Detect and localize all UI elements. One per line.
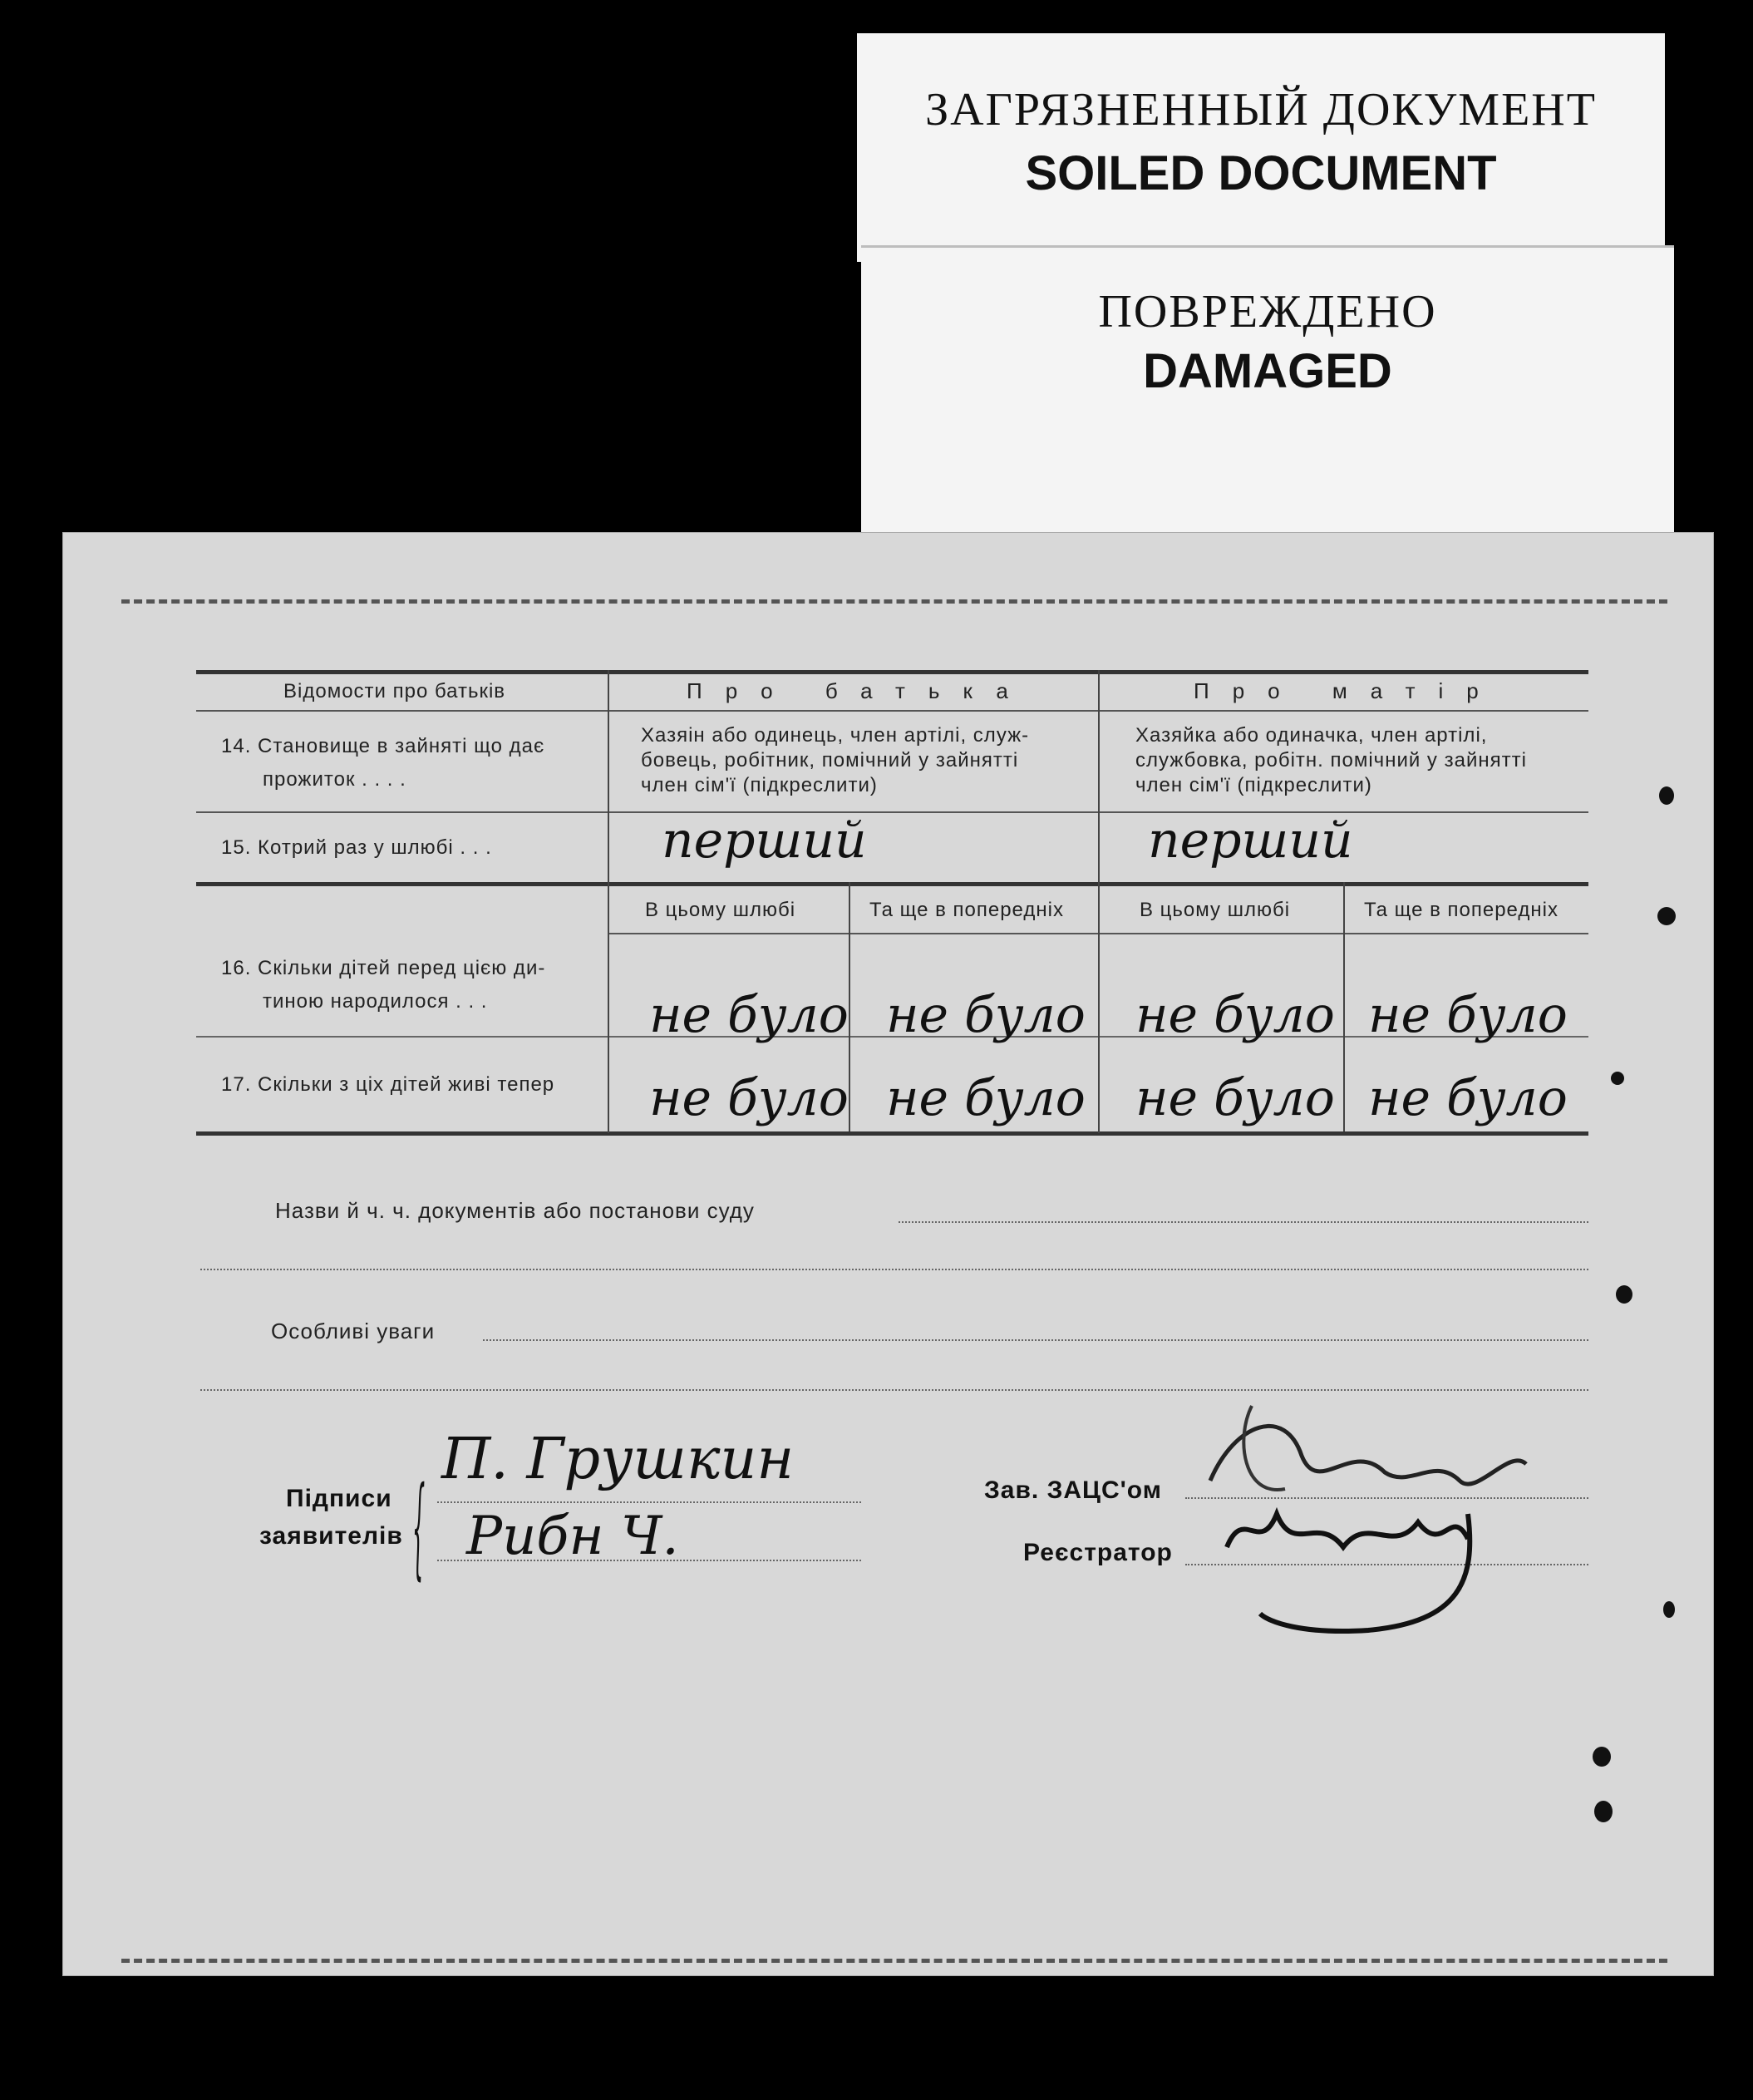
applicant-signature-1: П. Грушкин (441, 1427, 795, 1492)
damage-hole (1594, 1801, 1613, 1822)
rule (196, 710, 1588, 712)
rule (196, 882, 1588, 886)
rule (196, 811, 1588, 813)
row17-value: не було (649, 1069, 849, 1127)
damage-hole (1593, 1747, 1611, 1767)
soiled-label-en: SOILED DOCUMENT (1025, 146, 1497, 200)
damage-hole (1659, 786, 1674, 805)
signature-line (437, 1560, 861, 1561)
registrar-label: Реєстратор (1023, 1539, 1173, 1566)
row15-father-value: перший (662, 811, 867, 870)
column-divider (1098, 670, 1100, 1133)
subheader-this-marriage: В цьому шлюбі (1140, 899, 1291, 921)
documents-line (200, 1269, 1588, 1270)
signature-line (437, 1501, 861, 1503)
row14-label: 14. Становище в зайняті що дає (221, 735, 545, 757)
column-divider (1343, 882, 1345, 1131)
perforation-top (121, 599, 1667, 604)
row16-value: не було (1368, 986, 1568, 1044)
row16-value: не було (649, 986, 849, 1044)
remarks-label: Особливі уваги (271, 1319, 436, 1343)
subheader-this-marriage: В цьому шлюбі (645, 899, 796, 921)
row15-label: 15. Котрий раз у шлюбі . . . (221, 836, 492, 859)
documents-label: Назви й ч. ч. документів або постанови суду (275, 1198, 755, 1223)
damage-hole (1616, 1285, 1632, 1304)
row16-value: не було (1135, 986, 1335, 1044)
form-sheet (62, 532, 1714, 1976)
damaged-label-ru: ПОВРЕЖДЕНО (1098, 286, 1437, 338)
soiled-document-label (857, 33, 1665, 262)
row16-value: не було (886, 986, 1086, 1044)
damage-hole (1663, 1601, 1675, 1618)
subheader-previous: Та ще в попередніх (1364, 899, 1558, 921)
row14-father-options: член сім'ї (підкреслити) (641, 774, 878, 796)
head-registry-label: Зав. ЗАЦС'ом (984, 1476, 1162, 1504)
row14-mother-options: член сім'ї (підкреслити) (1135, 774, 1372, 796)
applicants-label: Підписи (286, 1485, 392, 1512)
applicants-label-cont: заявителів (259, 1522, 403, 1550)
rule (196, 670, 1588, 674)
head-signature-stroke (1243, 1406, 1285, 1490)
damaged-label-en: DAMAGED (1143, 344, 1392, 398)
head-signature-stroke (1210, 1426, 1526, 1484)
damage-hole (1611, 1072, 1624, 1085)
header-about-mother: Про матір (1194, 678, 1502, 703)
column-divider (849, 882, 850, 1131)
row16-label: 16. Скільки дітей перед цією ди- (221, 957, 546, 979)
row17-value: не було (1368, 1069, 1568, 1127)
row14-mother-options: Хазяйка або одиначка, член артілі, (1135, 724, 1488, 747)
column-divider (608, 670, 609, 1133)
applicant-signature-2: Рибн Ч. (466, 1506, 679, 1567)
official-signatures (1185, 1389, 1568, 1664)
row14-mother-options: службовка, робітн. помічний у зайнятті (1135, 749, 1527, 771)
registrar-signature-stroke (1227, 1514, 1468, 1547)
damaged-label (861, 245, 1674, 535)
row17-label: 17. Скільки з ціх дітей живі тепер (221, 1073, 555, 1096)
subheader-previous: Та ще в попередніх (869, 899, 1064, 921)
soiled-label-ru: ЗАГРЯЗНЕННЫЙ ДОКУМЕНТ (925, 84, 1597, 136)
remarks-line (483, 1339, 1588, 1341)
row14-father-options: Хазяін або одинець, член артілі, служ- (641, 724, 1030, 747)
applicants-brace: { (412, 1464, 426, 1592)
damage-hole (1657, 907, 1676, 925)
row17-value: не було (886, 1069, 1086, 1127)
rule (196, 1131, 1588, 1136)
row16-label-cont: тиною народилося . . . (263, 990, 488, 1013)
perforation-bottom (121, 1959, 1667, 1963)
row15-mother-value: перший (1148, 811, 1353, 870)
row17-value: не було (1135, 1069, 1335, 1127)
row14-label-cont: прожиток . . . . (263, 768, 406, 791)
header-about-father: Про батька (687, 678, 1032, 703)
row14-father-options: бовець, робітник, помічний у зайнятті (641, 749, 1019, 771)
header-parents-info: Відомости про батьків (283, 680, 506, 702)
documents-line (899, 1221, 1588, 1223)
